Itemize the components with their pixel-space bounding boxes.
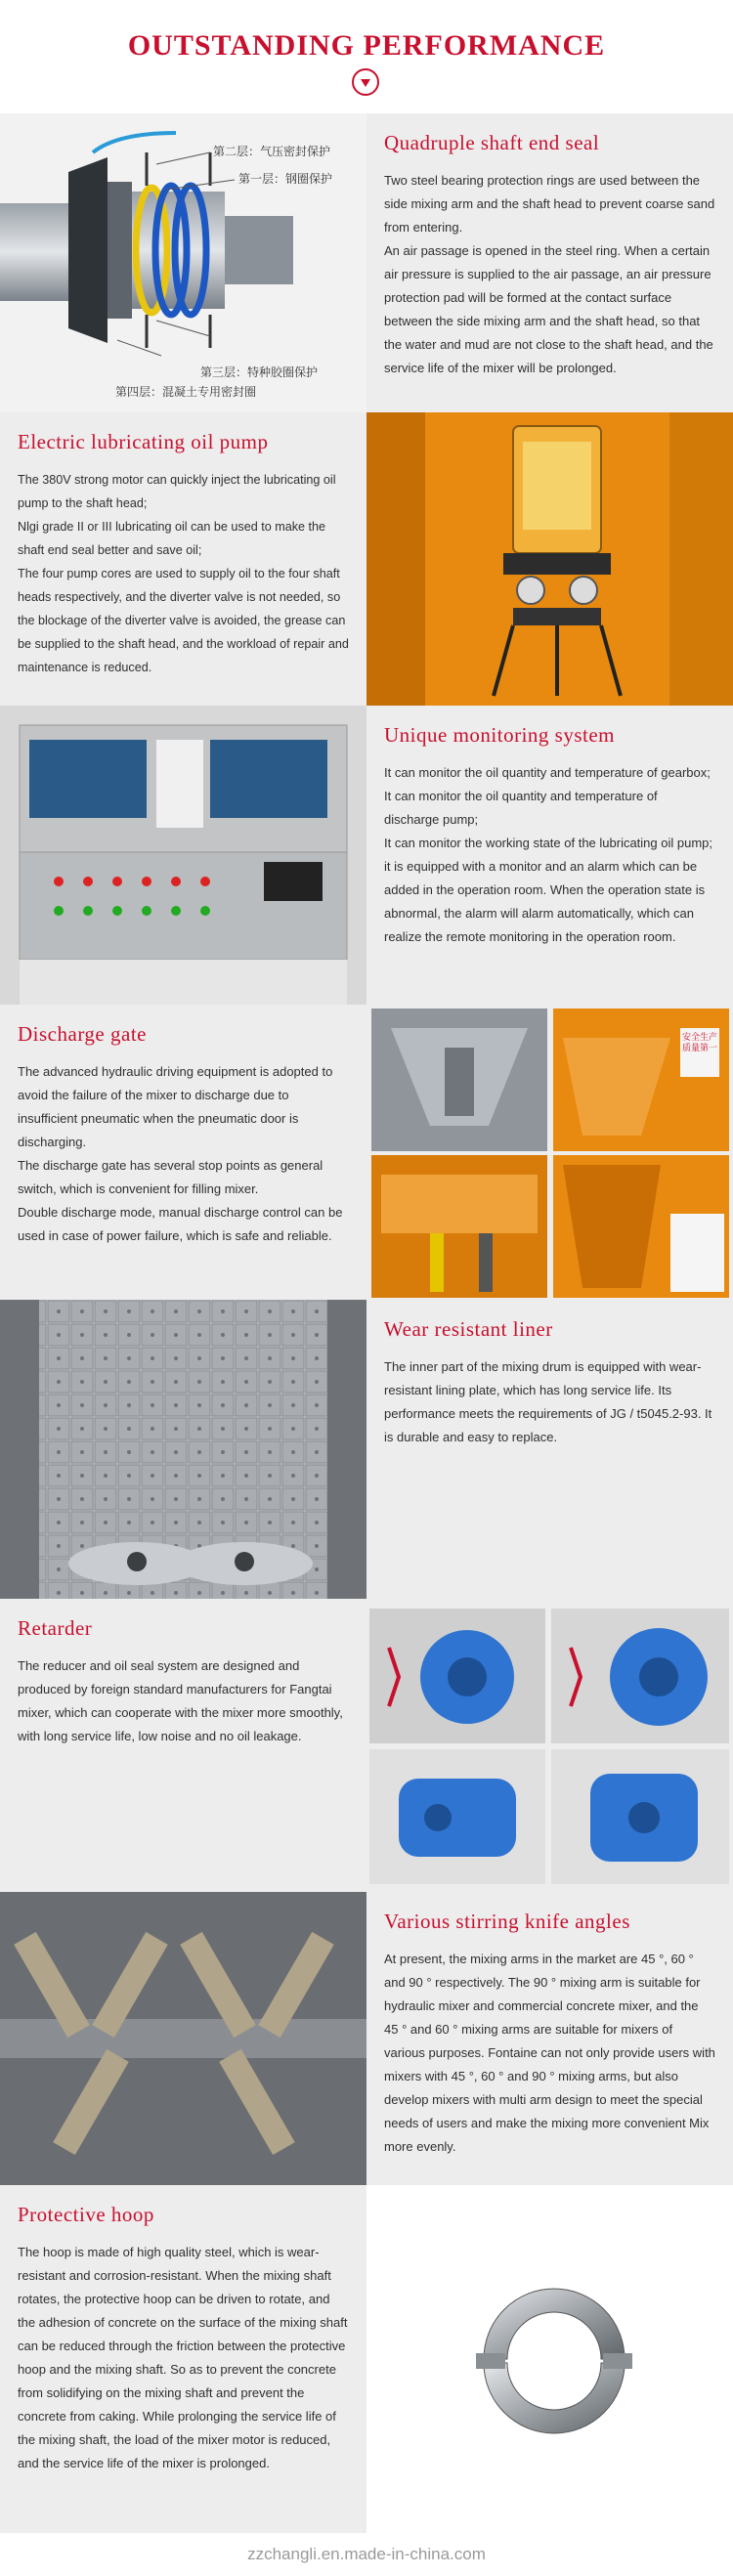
section-hoop bbox=[0, 2185, 733, 2533]
discharge-photo-2 bbox=[553, 1009, 729, 1151]
liner-illustration bbox=[0, 1300, 366, 1599]
section-liner bbox=[0, 1300, 733, 1599]
section-knife bbox=[0, 1892, 733, 2185]
section-body: The hoop is made of high quality steel, which is wear-resistant and corrosion-resistant. When the mixing shaft rotates, the protective hoop can be driven to rotate, and the adhesion of concrete on the surface of the mixing shaft can be reduced through the friction between the protective hoop and the mixing shaft. So as to prevent the concrete from solidifying on the mixing shaft and prevent the concrete from caking. While prolonging the service life of the mixing shaft, the load of the mixer motor is reduced, and the service life of the mixer is prolonged. bbox=[18, 2245, 348, 2470]
monitoring-text-panel bbox=[366, 706, 733, 1005]
mixing-arms-illustration bbox=[0, 1892, 366, 2185]
discharge-hopper-illustration bbox=[371, 1009, 547, 1151]
section-title: Electric lubricating oil pump bbox=[18, 430, 269, 453]
mixing-arms-photo bbox=[0, 1892, 366, 2185]
section-lube-pump bbox=[0, 412, 733, 706]
seal-label-layer1: 第一层：钢圈保护 bbox=[238, 172, 333, 186]
hoop-photo bbox=[366, 2185, 733, 2533]
discharge-text-panel bbox=[0, 1005, 366, 1300]
retarder-photo-2 bbox=[551, 1609, 729, 1743]
section-discharge bbox=[0, 1005, 733, 1300]
section-body: At present, the mixing arms in the market are 45 °, 60 ° and 90 ° respectively. The 90 ° mixing arm is suitable for hydraulic mixer and commercial concrete mixer, and the 45 ° and 60 ° mixing arms are suitable for mixers of various purposes. Fontaine can not only provide users with mixers with 45 °, 60 ° and 90 ° mixing arms, but also develop mixers with multi arm design to meet the special needs of users and make the mixing more convenient Mix more evenly. bbox=[384, 1952, 715, 2154]
lube-pump-text-panel bbox=[0, 412, 366, 706]
section-title: Quadruple shaft end seal bbox=[384, 131, 600, 154]
section-title: Discharge gate bbox=[18, 1022, 147, 1046]
section-body: The 380V strong motor can quickly inject the lubricating oil pump to the shaft head; Nlgi grade II or III lubricating oil can be used to make the shaft end seal better and save oil; The four pump cores are used to supply oil to the four shaft heads respectively, and the diverter valve is not needed, so the blockage of the diverter valve is avoided, the grease can be supplied to the shaft head, and the workload of repair and maintenance is reduced. bbox=[18, 473, 349, 674]
section-title: Retarder bbox=[18, 1616, 93, 1640]
knife-text-panel bbox=[366, 1892, 733, 2185]
section-title: Wear resistant liner bbox=[384, 1317, 553, 1341]
section-monitoring bbox=[0, 706, 733, 1005]
seal-label-layer3: 第三层：特种胶圈保护 bbox=[200, 365, 319, 379]
section-body: The inner part of the mixing drum is equipped with wear-resistant lining plate, which has long service life. Its performance meets the requirements of JG / t5045.2-93. It is durable and easy to replace. bbox=[384, 1359, 712, 1444]
discharge-door-illustration bbox=[553, 1155, 729, 1298]
retarder-text-panel bbox=[0, 1599, 366, 1892]
chevron-down-circle-icon bbox=[352, 68, 379, 96]
control-panel-illustration bbox=[0, 706, 366, 1005]
seal-label-layer4: 第四层：混凝土专用密封圈 bbox=[115, 385, 257, 399]
shaft-seal-text-panel bbox=[366, 113, 733, 412]
lube-pump-illustration bbox=[366, 412, 733, 706]
section-title: Protective hoop bbox=[18, 2203, 154, 2226]
section-title: Unique monitoring system bbox=[384, 723, 615, 747]
hoop-illustration bbox=[366, 2185, 733, 2533]
retarder-photo-3 bbox=[369, 1749, 545, 1884]
seal-label-layer2: 第二层：气压密封保护 bbox=[213, 145, 331, 158]
liner-photo bbox=[0, 1300, 366, 1599]
discharge-gate-illustration bbox=[553, 1009, 729, 1151]
section-shaft-seal bbox=[0, 113, 733, 412]
gearbox-illustration-4 bbox=[551, 1749, 729, 1884]
discharge-photo-4 bbox=[553, 1155, 729, 1298]
shaft-seal-diagram bbox=[0, 113, 366, 412]
gearbox-illustration-3 bbox=[369, 1749, 545, 1884]
gearbox-illustration-2 bbox=[551, 1609, 729, 1743]
safety-sign: 安全生产 质量第一 bbox=[682, 1032, 718, 1052]
hoop-text-panel bbox=[0, 2185, 366, 2533]
discharge-photo-1 bbox=[371, 1009, 547, 1151]
retarder-photo-4 bbox=[551, 1749, 729, 1884]
watermark-footer: zzchangli.en.made-in-china.com bbox=[0, 2533, 733, 2576]
section-body: The reducer and oil seal system are designed and produced by foreign standard manufacturers for Fangtai mixer, which can cooperate with the mixer more smoothly, with long service life, low noise and no oil leakage. bbox=[18, 1658, 343, 1743]
discharge-cylinder-illustration bbox=[371, 1155, 547, 1298]
retarder-photo-1 bbox=[369, 1609, 545, 1743]
section-body: Two steel bearing protection rings are used between the side mixing arm and the shaft head to prevent coarse sand from entering. An air passage is opened in the steel ring. When a certain air pressure is supplied to the air passage, an air pressure protection pad will be formed at the contact surface between the side mixing arm and the shaft head, so that the water and mud are not close to the shaft head, and the service life of the mixer will be prolonged. bbox=[384, 173, 715, 375]
page-header bbox=[0, 0, 733, 113]
control-panel-photo bbox=[0, 706, 366, 1005]
gearbox-illustration bbox=[369, 1609, 545, 1743]
page-title: OUTSTANDING PERFORMANCE bbox=[127, 29, 606, 62]
section-title: Various stirring knife angles bbox=[384, 1910, 630, 1933]
section-retarder bbox=[0, 1599, 733, 1892]
liner-text-panel bbox=[366, 1300, 733, 1599]
section-body: The advanced hydraulic driving equipment is adopted to avoid the failure of the mixer to discharge due to insufficient pneumatic when the pneumatic door is discharging. The discharge gate has several stop points as general switch, which is convenient for filling mixer. Double discharge mode, manual discharge control can be used in case of power failure, which is safe and reliable. bbox=[18, 1064, 343, 1243]
discharge-photo-3 bbox=[371, 1155, 547, 1298]
section-body: It can monitor the oil quantity and temperature of gearbox; It can monitor the oil quantity and temperature of discharge pump; It can monitor the working state of the lubricating oil pump; it is equipped with a monitor and an alarm which can be added in the operation room. When the operation state is abnormal, the alarm will alarm automatically, which can realize the remote monitoring in the operation room. bbox=[384, 765, 713, 944]
lube-pump-photo bbox=[366, 412, 733, 706]
